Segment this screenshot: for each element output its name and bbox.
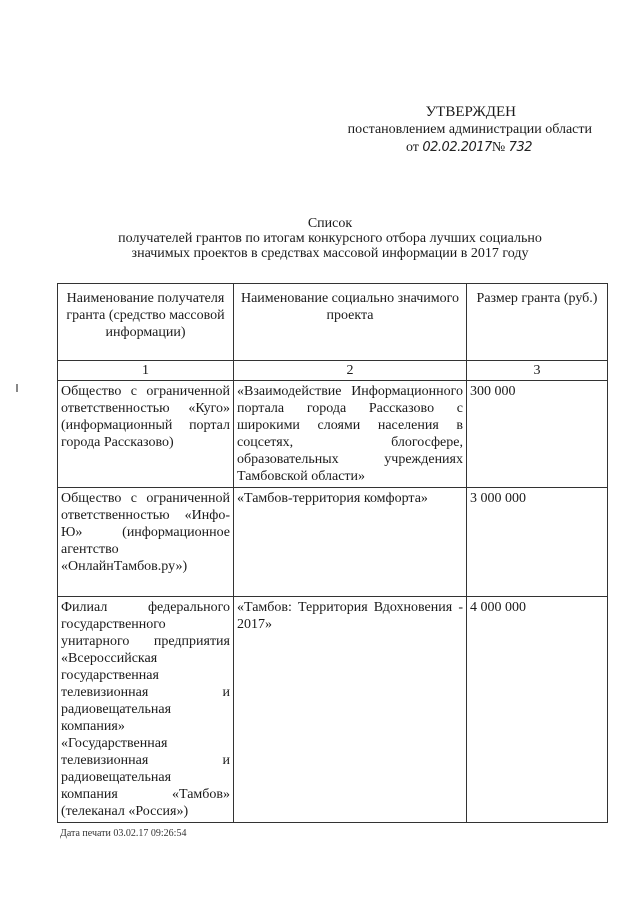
column-number: 1 [58, 361, 234, 381]
handwritten-number: 732 [508, 140, 532, 155]
amount-cell: 4 000 000 [467, 597, 608, 823]
project-cell: «Тамбов-территория комфорта» [234, 488, 467, 597]
approval-line: постановлением администрации области [347, 122, 592, 137]
approval-block [302, 103, 592, 157]
table-row [58, 381, 608, 488]
recipient-cell: Общество с ограниченной ответственностью «Инфо-Ю» (информационное агентство «ОнлайнТамбов.ру») [58, 488, 234, 597]
heading-line-2: значимых проектов в средствах массовой информации в 2017 году [131, 246, 529, 261]
handwritten-date: 02.02.2017 [422, 140, 492, 155]
grants-table [57, 283, 608, 823]
project-cell: «Взаимодействие Информационного портала города Рассказово с широкими слоями населения в соцсетях, блогосфере, образовательных учреждениях Тамбовской области» [234, 381, 467, 488]
heading-title: Список [307, 216, 353, 231]
header-recipient: Наименование получателя гранта (средство массовой информации) [58, 284, 234, 361]
print-date: Дата печати 03.02.17 09:26:54 [60, 828, 187, 839]
recipient-cell: Общество с ограниченной ответственностью «Куго» (информационный портал города Рассказово) [58, 381, 234, 488]
date-prefix: от [405, 140, 419, 155]
column-number: 3 [467, 361, 608, 381]
amount-cell: 3 000 000 [467, 488, 608, 597]
table-header-row [58, 284, 608, 361]
table-row [58, 597, 608, 823]
document-heading [60, 216, 600, 261]
project-cell: «Тамбов: Территория Вдохновения - 2017» [234, 597, 467, 823]
table-row [58, 488, 608, 597]
column-number: 2 [234, 361, 467, 381]
number-prefix: № [491, 140, 506, 155]
heading-line-1: получателей грантов по итогам конкурсного отбора лучших социально [118, 231, 542, 246]
column-number-row [58, 361, 608, 381]
recipient-cell: Филиал федерального государственного унитарного предприятия «Всероссийская государственная телевизионная и радиовещательная компания» «Государственная телевизионная и радиовещательная компания «Тамбов» (телеканал «Россия») [58, 597, 234, 823]
header-project: Наименование социально значимого проекта [234, 284, 467, 361]
header-amount: Размер гранта (руб.) [467, 284, 608, 361]
approval-title: УТВЕРЖДЕН [425, 104, 516, 120]
amount-cell: 300 000 [467, 381, 608, 488]
approval-date-line [302, 139, 592, 157]
margin-mark [16, 384, 18, 392]
